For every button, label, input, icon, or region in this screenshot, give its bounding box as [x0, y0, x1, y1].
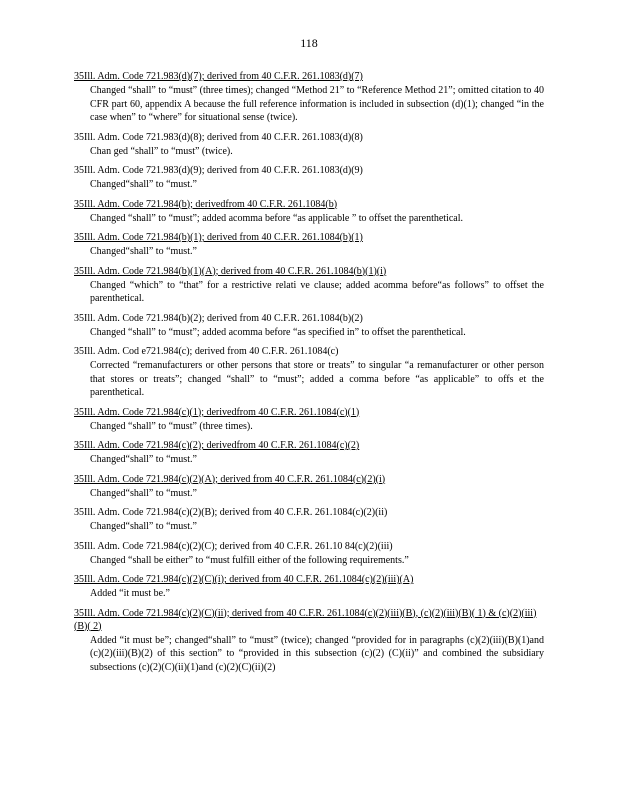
entry-text: Added “it must be.”: [90, 588, 170, 599]
entry-heading: 35Ill. Adm. Code 721.984(b)(1); derived from 40 C.F.R. 261.1084(b)(1): [74, 232, 363, 243]
entry-heading: 35Ill. Adm. Code 721.984(c)(2)(B); derived from 40 C.F.R. 261.1084(c)(2)(ii): [74, 507, 388, 518]
entry-heading: 35Ill. Adm. Code 721.984(c)(2)(C)(i); derived from 40 C.F.R. 261.1084(c)(2)(iii)(A): [74, 574, 414, 585]
entry-10: [74, 439, 544, 467]
entry-14: [74, 573, 544, 601]
entry-6: [74, 265, 544, 306]
entry-text: Changed“shall” to “must.”: [90, 246, 197, 257]
entry-11: [74, 473, 544, 501]
entry-heading: 35Ill. Adm. Code 721.983(d)(9); derived from 40 C.F.R. 261.1083(d)(9): [74, 165, 363, 176]
entry-text: Changed “shall” to “must”; added acomma before “as applicable ” to offset the parenthetical.: [90, 212, 463, 224]
entry-7: [74, 312, 544, 340]
entry-12: [74, 506, 544, 534]
entry-3: [74, 164, 544, 192]
entry-heading: 35Ill. Adm. Code 721.984(c)(2); derivedfrom 40 C.F.R. 261.1084(c)(2): [74, 440, 360, 451]
entry-text: Chan ged “shall” to “must” (twice).: [90, 145, 233, 157]
entry-heading: 35Ill. Adm. Code 721.983(d)(8); derived from 40 C.F.R. 261.1083(d)(8): [74, 131, 363, 143]
page-number: 118: [300, 36, 318, 50]
entry-heading: 35Ill. Adm. Cod e721.984(c); derived from 40 C.F.R. 261.1084(c): [74, 346, 339, 357]
entry-1: [74, 70, 544, 125]
entry-5: [74, 231, 544, 259]
entry-text: Changed“shall” to “must.”: [90, 521, 197, 532]
entry-text: Changed “shall” to “must” (three times); changed “Method 21” to “Reference Method 21”; omitted citation to 40 CFR part 60, appendix A because the full reference information is included in subsection (d)(1); changed “in the case when” to “where” for situational sense (twice).: [90, 85, 544, 123]
entry-text: Changed “shall” to “must”; added acomma before “as specified in” to offset the parenthetical.: [90, 326, 466, 338]
entry-heading: 35Ill. Adm. Code 721.984(b)(2); derived from 40 C.F.R. 261.1084(b)(2): [74, 312, 363, 324]
entry-heading: 35Ill. Adm. Code 721.984(b)(1)(A); derived from 40 C.F.R. 261.1084(b)(1)(i): [74, 265, 387, 277]
entry-heading: 35Ill. Adm. Code 721.984(b); derivedfrom 40 C.F.R. 261.1084(b): [74, 198, 338, 210]
entry-text: Changed“shall” to “must.”: [90, 487, 197, 499]
entry-heading: 35Ill. Adm. Code 721.983(d)(7); derived from 40 C.F.R. 261.1083(d)(7): [74, 71, 363, 82]
entry-heading: 35Ill. Adm. Code 721.984(c)(2)(C)(ii); derived from 40 C.F.R. 261.1084(c)(2)(iii)(B), (c)(2)(iii)(B)( 1) & (c)(2)(iii)(B)( 2): [74, 607, 537, 632]
entry-2: [74, 131, 544, 159]
entry-text: Changed “shall be either” to “must fulfill either of the following requirements.”: [90, 554, 409, 566]
entry-text: Added “it must be”; changed“shall” to “must” (twice); changed “provided for in paragraphs (c)(2)(iii)(B)(1)and (c)(2)(iii)(B)(2) of this section” to “provided in this subsection (c)(2) (C)(ii)” and combined the subsidiary subsections (c)(2)(C)(ii)(1)and (c)(2)(C)(ii)(2): [90, 634, 544, 673]
entry-heading: 35Ill. Adm. Code 721.984(c)(2)(C); derived from 40 C.F.R. 261.10 84(c)(2)(iii): [74, 540, 393, 552]
entry-text: Changed “which” to “that” for a restrictive relati ve clause; added acomma before“as follows” to offset the parenthetical.: [90, 279, 544, 304]
entry-9: [74, 406, 544, 434]
entry-text: Corrected “remanufacturers or other persons that store or treats” to singular “a remanufacturer or other person that stores or treats”; changed “shall” to “must”; added a comma before “as applicable” to offs et the parenthetical.: [90, 360, 544, 398]
entry-4: [74, 198, 544, 226]
entry-heading: 35Ill. Adm. Code 721.984(c)(2)(A); derived from 40 C.F.R. 261.1084(c)(2)(i): [74, 473, 386, 485]
derivation-notes: [74, 70, 544, 680]
entry-text: Changed “shall” to “must” (three times).: [90, 420, 253, 432]
entry-15: [74, 607, 544, 675]
entry-heading: 35Ill. Adm. Code 721.984(c)(1); derivedfrom 40 C.F.R. 261.1084(c)(1): [74, 406, 360, 418]
entry-text: Changed“shall” to “must.”: [90, 454, 197, 465]
entry-8: [74, 345, 544, 400]
entry-13: [74, 540, 544, 568]
entry-text: Changed“shall” to “must.”: [90, 179, 197, 190]
